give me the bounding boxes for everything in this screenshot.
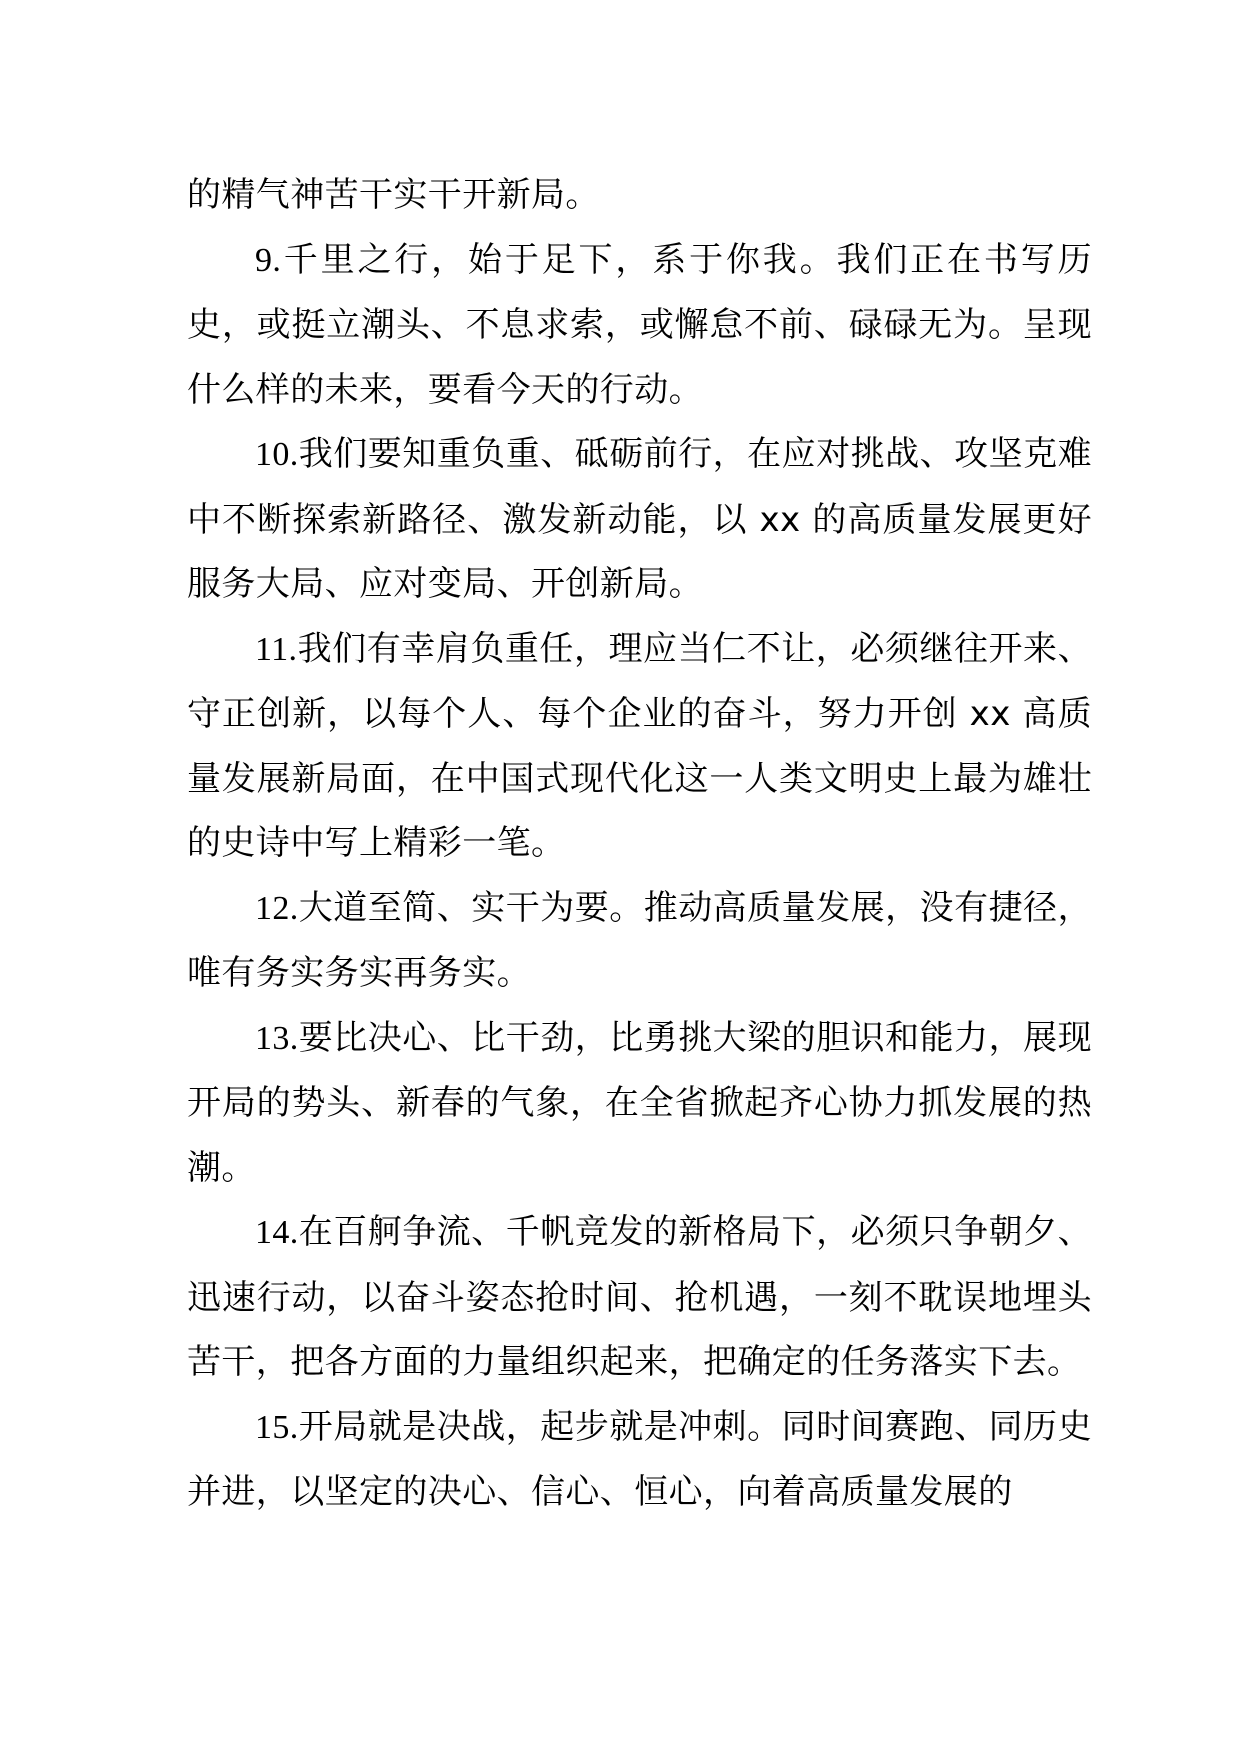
paragraph-12 (187, 876, 1092, 1006)
paragraph-text: 大道至简、实干为要。推动高质量发展，没有捷径，唯有务实务实再务实。 (187, 887, 1092, 993)
paragraph-number: 12. (255, 889, 299, 927)
paragraph-number: 9. (255, 241, 282, 279)
paragraph-10 (187, 422, 1092, 617)
paragraph-11 (187, 617, 1092, 876)
paragraph-9 (187, 228, 1092, 423)
continuation-paragraph: 的精气神苦干实干开新局。 (187, 175, 600, 215)
document-body (187, 163, 1092, 1525)
paragraph-text: 千里之行，始于足下，系于你我。我们正在书写历史，或挺立潮头、不息求索，或懈怠不前、碌碌无为。呈现什么样的未来，要看今天的行动。 (187, 239, 1092, 410)
paragraph-number: 13. (255, 1019, 299, 1057)
paragraph-14 (187, 1200, 1092, 1395)
paragraph-number: 11. (255, 630, 298, 668)
paragraph-15 (187, 1395, 1092, 1525)
paragraph-number: 14. (255, 1214, 299, 1251)
paragraph-13 (187, 1006, 1092, 1201)
paragraph-text: 我们有幸肩负重任，理应当仁不让，必须继往开来、守正创新，以每个人、每个企业的奋斗，努力开创 xx 高质量发展新局面，在中国式现代化这一人类文明史上最为雄壮的史诗中写上精彩一笔。 (187, 628, 1092, 863)
paragraph-number: 10. (255, 436, 299, 473)
paragraph-text: 我们要知重负重、砥砺前行，在应对挑战、攻坚克难中不断探索新路径、激发新动能，以 xx 的高质量发展更好服务大局、应对变局、开创新局。 (187, 434, 1092, 604)
paragraph-text: 要比决心、比干劲，比勇挑大梁的胆识和能力，展现开局的势头、新春的气象，在全省掀起齐心协力抓发展的热潮。 (187, 1017, 1092, 1188)
paragraph-text: 开局就是决战，起步就是冲刺。同时间赛跑、同历史并进，以坚定的决心、信心、恒心，向着高质量发展的 (187, 1406, 1092, 1512)
paragraph-number: 15. (255, 1408, 299, 1446)
paragraph-text: 在百舸争流、千帆竞发的新格局下，必须只争朝夕、迅速行动，以奋斗姿态抢时间、抢机遇，一刻不耽误地埋头苦干，把各方面的力量组织起来，把确定的任务落实下去。 (187, 1212, 1092, 1382)
